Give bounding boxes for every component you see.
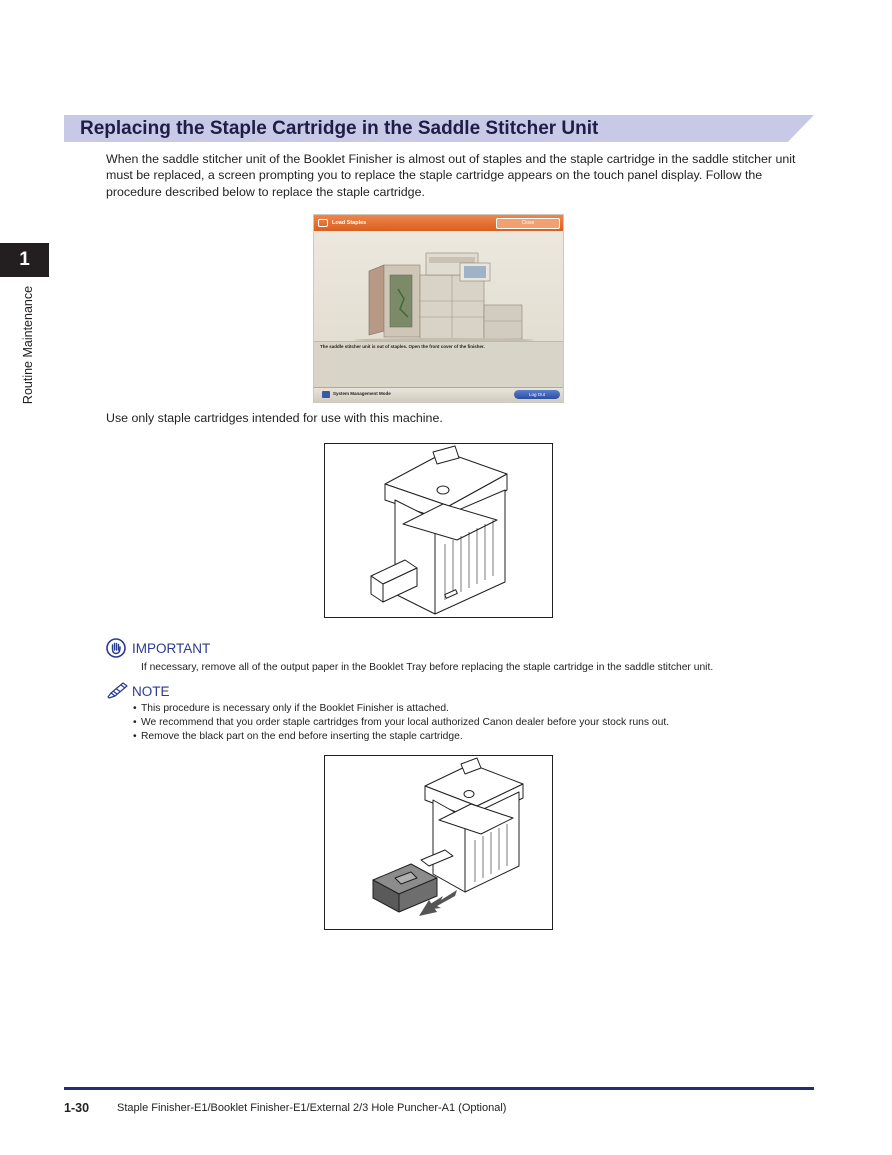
footer-title: Staple Finisher-E1/Booklet Finisher-E1/External 2/3 Hole Puncher-A1 (Optional) [117,1102,507,1114]
panel-message: The saddle stitcher unit is out of staples. Open the front cover of the finisher. [320,344,485,349]
section-title: Replacing the Staple Cartridge in the Saddle Stitcher Unit [80,118,599,139]
important-title: IMPORTANT [132,641,211,656]
panel-close-button: Close [496,218,560,229]
chapter-label: Routine Maintenance [21,285,35,405]
list-item: • We recommend that you order staple cartridges from your local authorized Canon dealer before your stock runs out. [133,716,669,730]
important-text: If necessary, remove all of the output paper in the Booklet Tray before replacing the staple cartridge in the saddle stitcher unit. [141,662,714,673]
machine-illustration [314,231,563,341]
page-number: 1-30 [64,1101,90,1115]
touch-panel-screenshot [314,215,563,402]
staple-cartridge-figure [324,443,553,618]
footer-rule [64,1087,814,1090]
staple-cartridge-illustration [325,444,552,617]
note-title: NOTE [132,684,170,699]
remove-black-part-figure [324,755,553,930]
panel-title: Load Staples [332,220,367,226]
system-mode-icon [322,391,330,398]
remove-black-part-illustration [325,756,552,929]
list-item: • Remove the black part on the end before inserting the staple cartridge. [133,730,669,744]
note-list [133,702,669,744]
use-only-text: Use only staple cartridges intended for use with this machine. [106,411,443,425]
important-hand-icon [106,638,126,658]
staple-icon [318,219,328,227]
chapter-number-tab: 1 [0,243,49,276]
list-item: • This procedure is necessary only if the Booklet Finisher is attached. [133,702,669,716]
note-pencil-icon [106,682,128,700]
printer-machine-image [314,231,563,341]
intro-paragraph: When the saddle stitcher unit of the Booklet Finisher is almost out of staples and the staple cartridge in the saddle stitcher unit must be replaced, a screen prompting you to replace the staple cartridge appears on the touch panel display. Follow the procedure described below to replace the staple cartridge. [106,152,796,199]
chapter-tab-divider [0,276,49,277]
system-management-label: System Management Mode [333,391,391,396]
panel-logout-button: Log Out [514,390,560,399]
